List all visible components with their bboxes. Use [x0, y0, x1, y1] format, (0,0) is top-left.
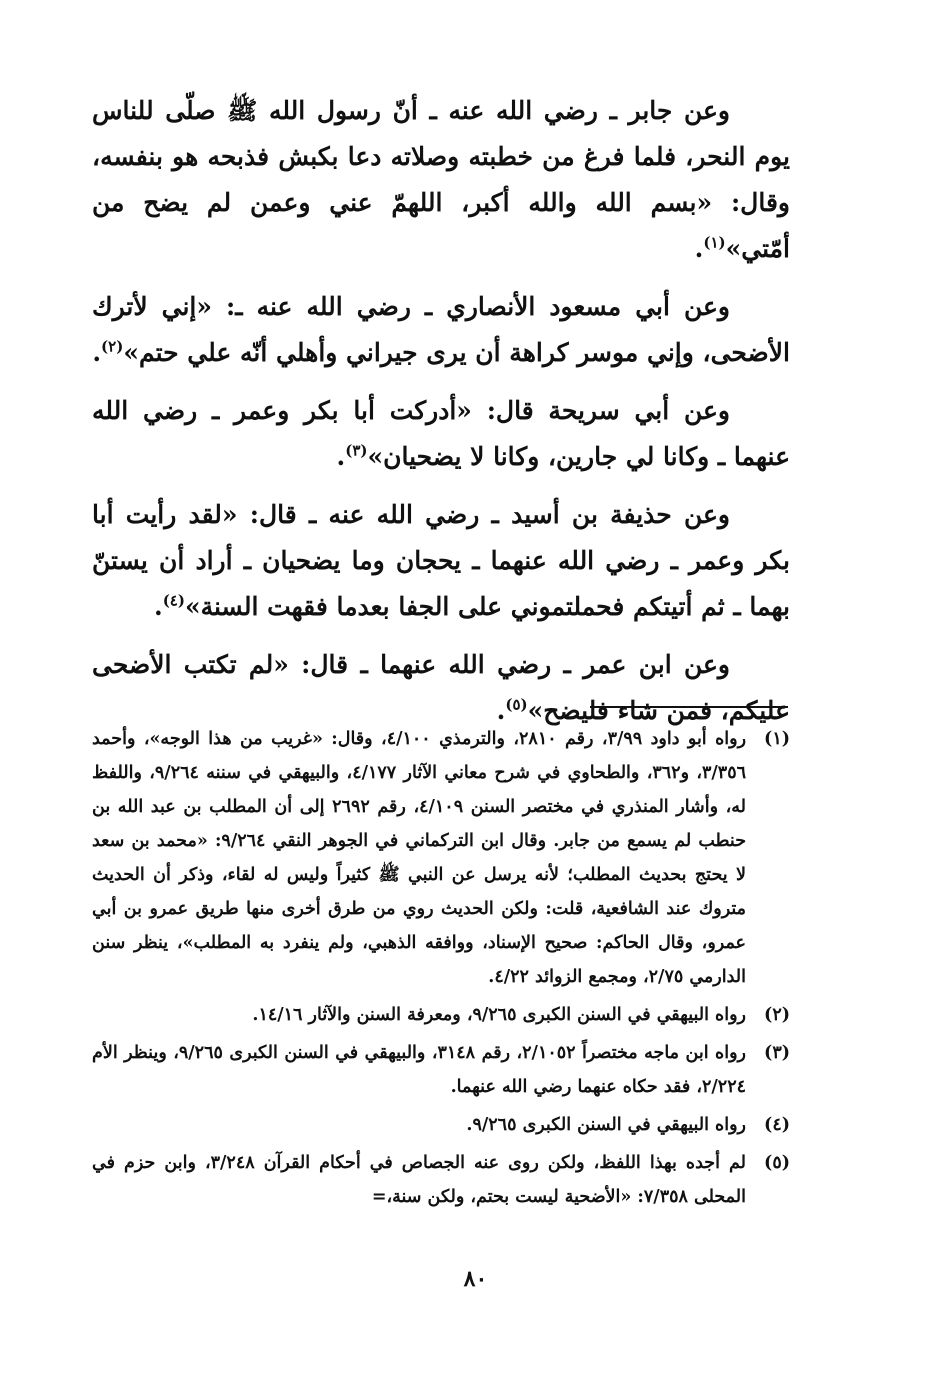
- footnote-divider: [590, 706, 788, 708]
- footnote-text: رواه أبو داود ٣/٩٩، رقم ٢٨١٠، والترمذي ٤/١٠٠، وقال: «غريب من هذا الوجه»، وأحمد ٣/٣٥٦، و٣٦٢، والطحاوي في شرح معاني الآثار ٤/١٧٧، والبيهقي في سننه ٩/٢٦٤، واللفظ له، وأشار المنذري في مختصر السنن ٤/١٠٩، رقم ٢٦٩٢ إلى أن المطلب بن عبد الله بن حنطب لم يسمع من جابر. وقال ابن التركماني في الجوهر النقي ٩/٢٦٤: «محمد بن سعد لا يحتج بحديث المطلب؛ لأنه يرسل عن النبي ﷺ كثيراً وليس له لقاء، وذكر أن الحديث متروك عند الشافعية، قلت: ولكن الحديث روي من طرق أخرى منها طريق عمرو بن أبي عمرو، وقال الحاكم: صحيح الإسناد، ووافقه الذهبي، ولم ينفرد به المطلب»، ينظر سنن الدارمي ٢/٧٥، ومجمع الزوائد ٤/٢٢.: [92, 729, 747, 987]
- footnote-text: لم أجده بهذا اللفظ، ولكن روى عنه الجصاص في أحكام القرآن ٣/٢٤٨، وابن حزم في المحلى ٧/٣٥٨: «الأضحية ليست بحتم، ولكن سنة،=: [92, 1153, 746, 1207]
- footnote-ref-1: (١): [703, 233, 726, 252]
- footnote-text: رواه ابن ماجه مختصراً ٢/١٠٥٢، رقم ٣١٤٨، والبيهقي في السنن الكبرى ٩/٢٦٥، وينظر الأم ٢/٢٢٤، فقد حكاه عنهما رضي الله عنهما.: [92, 1043, 746, 1097]
- footnote-ref-5: (٥): [505, 695, 528, 714]
- paragraph-3: وعن أبي سريحة قال: «أدركت أبا بكر وعمر ـ رضي الله عنهما ـ وكانا لي جارين، وكانا لا يضحيان»$^{(٣)}$.: [92, 396, 790, 471]
- footnote-ref-3: (٣): [345, 441, 368, 460]
- footnote-3: [92, 1036, 790, 1104]
- footnote-ref-4: (٤): [162, 591, 185, 610]
- footnote-4: [92, 1108, 790, 1142]
- footnote-2: [92, 998, 790, 1032]
- paragraph-5: وعن ابن عمر ـ رضي الله عنهما ـ قال: «لم تكتب الأضحى عليكم، فمن شاء فليضح»$^{(٥)}$.: [92, 650, 790, 725]
- footnote-number: (٢): [764, 1005, 790, 1025]
- footnote-number: (٥): [764, 1153, 790, 1173]
- footnote-text: رواه البيهقي في السنن الكبرى ٩/٢٦٥.: [466, 1115, 746, 1135]
- main-text: [92, 88, 790, 746]
- footnote-text: رواه البيهقي في السنن الكبرى ٩/٢٦٥، ومعرفة السنن والآثار ١٤/١٦.: [252, 1005, 746, 1025]
- page-number: ٨٠: [463, 1266, 488, 1292]
- paragraph-2: وعن أبي مسعود الأنصاري ـ رضي الله عنه ـ: «إني لأترك الأضحى، وإني موسر كراهة أن يرى جيراني وأهلي أنّه علي حتم»$^{(٢)}$.: [92, 292, 790, 367]
- footnote-1: [92, 722, 790, 994]
- footnote-number: (٤): [764, 1115, 790, 1135]
- paragraph-4: وعن حذيفة بن أسيد ـ رضي الله عنه ـ قال: «لقد رأيت أبا بكر وعمر ـ رضي الله عنهما ـ يحجان وما يضحيان ـ أراد أن يستنّ بهما ـ ثم أتيتكم فحملتموني على الجفا بعدما فقهت السنة»$^{(٤)}$.: [92, 500, 790, 621]
- footnote-number: (١): [764, 729, 790, 749]
- footnote-ref-2: (٢): [101, 337, 124, 356]
- footnotes: [92, 722, 790, 1218]
- footnote-number: (٣): [764, 1043, 790, 1063]
- footnote-5: [92, 1146, 790, 1214]
- paragraph-1: وعن جابر ـ رضي الله عنه ـ أنّ رسول الله ﷺ صلّى للناس يوم النحر، فلما فرغ من خطبته وصلاته دعا بكبش فذبحه هو بنفسه، وقال: «بسم الله والله أكبر، اللهمّ عني وعمن لم يضح من أمّتي»$^{(١)}$.: [92, 96, 790, 263]
